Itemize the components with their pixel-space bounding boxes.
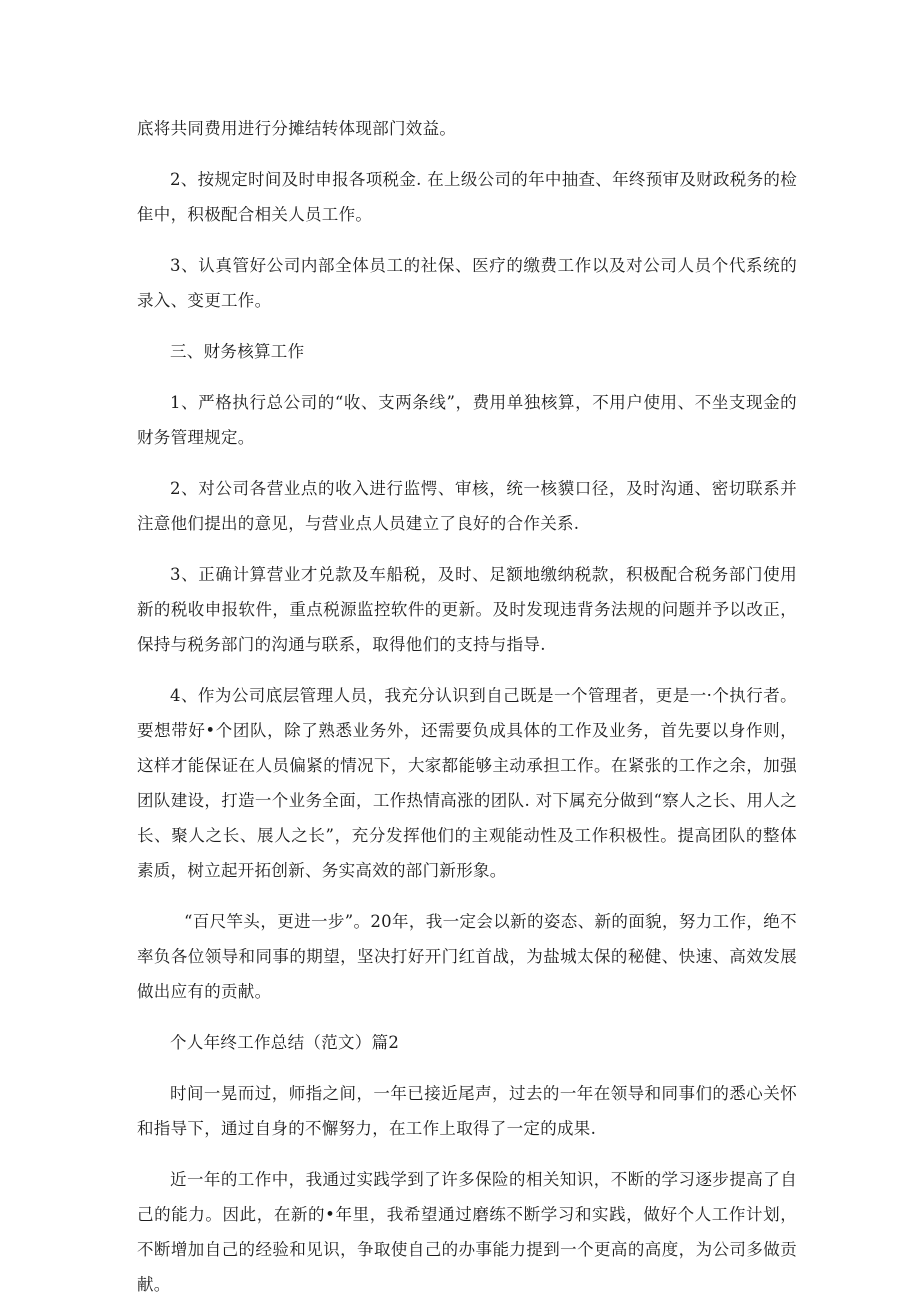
paragraph-two-lines: 1、严格执行总公司的“收、支两条线”，费用单独核算，不用户使用、不坐支现金的财务管理规定。 [137,393,797,447]
paragraph-outlook: “百尺竿头，更进一步”。20年，我一定会以新的姿态、新的面貌，努力工作，绝不率负各位领导和同事的期望，坚决打好开门红首战，为盐城太保的秘健、快速、高效发展做出应有的贡献。 [137,912,797,1001]
paragraph-tax-filing: 2、按规定时间及时申报各项税金. 在上级公司的年中抽查、年终预审及财政税务的检隹中，积极配合相关人员工作。 [137,170,797,224]
heading-summary-part-2: 个人年终工作总结（范文）篇2 [170,1033,400,1052]
paragraph-social-security: 3、认真管好公司内部全体员工的社保、医疗的缴费工作以及对公司人员个代系统的录入、变更工作。 [137,256,797,310]
paragraph-tax-calculation: 3、正确计算营业才兑款及车船税，及时、足额地缴纳税款，积极配合税务部门使用新的税收申报软件，重点税源监控软件的更新。及时发现违背务法规的问题并予以改正，保持与税务部门的沟通与联系，取得他们的支持与指导. [137,565,797,654]
document-page [137,111,797,1302]
paragraph-continuation: 底将共同费用进行分摊结转体现部门效益。 [137,119,457,138]
paragraph-year-review: 时间一晃而过，师指之间，一年已接近尾声，过去的一年在领导和同事们的悉心关怀和指导下，通过自身的不懈努力，在工作上取得了一定的成果. [137,1084,797,1138]
paragraph-revenue-supervision: 2、对公司各营业点的收入进行监愕、审核，统一核貘口径，及时沟通、密切联系并注意他们提出的意见，与营业点人员建立了良好的合作关系. [137,479,797,533]
paragraph-team-management: 4、作为公司底层管理人员，我充分认识到自己既是一个管理者，更是一·个执行者。要想带好•个团队，除了熟悉业务外，还需要负成具体的工作及业务，首先要以身作则，这样才能保证在人员偏紧的情况下，大家都能够主动承担工作。在紧张的工作之余，加强团队建设，打造一个业务全面，工作热情高涨的团队. 对下属充分做到“察人之长、用人之长、聚人之长、展人之长”，充分发挥他们的主观能动性及工作积极性。提高团队的整体素质，树立起开拓创新、务实高效的部门新形象。 [137,686,797,880]
section-heading-accounting: 三、财务核算工作 [170,342,305,361]
paragraph-learning: 近一年的工作中，我通过实践学到了许多保险的相关知识，不断的学习逐步提高了自己的能力。因此，在新的•年里，我希望通过磨练不断学习和实践，做好个人工作计划，不断增加自己的经验和见识，争取使自己的办事能力提到一个更高的高度，为公司多做贡献。 [137,1170,797,1294]
